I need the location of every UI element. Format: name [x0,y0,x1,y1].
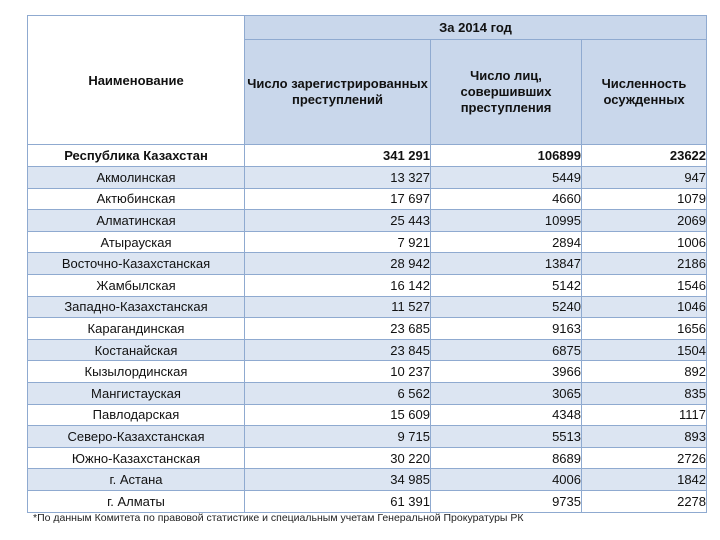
convicted-count: 2069 [582,210,707,232]
table-row [28,296,707,318]
convicted-count: 1504 [582,339,707,361]
persons-committed: 4006 [431,469,582,491]
registered-crimes: 23 845 [245,339,431,361]
table-row [28,318,707,340]
region-name: Жамбылская [28,274,245,296]
registered-crimes: 16 142 [245,274,431,296]
total-persons: 106899 [431,145,582,167]
persons-committed: 5142 [431,274,582,296]
table-row [28,404,707,426]
table-row-total [28,145,707,167]
region-name: Южно-Казахстанская [28,447,245,469]
region-name: Павлодарская [28,404,245,426]
convicted-count: 1546 [582,274,707,296]
region-name: г. Алматы [28,490,245,512]
total-convicted: 23622 [582,145,707,167]
convicted-count: 1656 [582,318,707,340]
region-name: Восточно-Казахстанская [28,253,245,275]
registered-crimes: 17 697 [245,188,431,210]
table-row [28,231,707,253]
table-row [28,361,707,383]
registered-crimes: 61 391 [245,490,431,512]
region-name: Алматинская [28,210,245,232]
convicted-count: 2726 [582,447,707,469]
convicted-count: 947 [582,167,707,189]
persons-committed: 8689 [431,447,582,469]
region-name: Акмолинская [28,167,245,189]
table-row [28,382,707,404]
column-header-registered: Число зарегистрированных преступлений [245,40,431,145]
region-name: Карагандинская [28,318,245,340]
footnote: *По данным Комитета по правовой статистике и специальным учетам Генеральной Прокуратуры РК [33,512,524,524]
column-header-year: За 2014 год [245,16,707,40]
table-row [28,167,707,189]
registered-crimes: 10 237 [245,361,431,383]
convicted-count: 835 [582,382,707,404]
persons-committed: 3966 [431,361,582,383]
crime-statistics-table [27,15,707,513]
convicted-count: 1842 [582,469,707,491]
region-name: Западно-Казахстанская [28,296,245,318]
registered-crimes: 23 685 [245,318,431,340]
persons-committed: 13847 [431,253,582,275]
registered-crimes: 9 715 [245,426,431,448]
persons-committed: 4348 [431,404,582,426]
column-header-name: Наименование [28,16,245,145]
table-row [28,469,707,491]
table-row [28,426,707,448]
registered-crimes: 28 942 [245,253,431,275]
table-row [28,210,707,232]
region-name: Кызылординская [28,361,245,383]
registered-crimes: 7 921 [245,231,431,253]
region-name: Мангистауская [28,382,245,404]
table-row [28,274,707,296]
persons-committed: 2894 [431,231,582,253]
region-name: Актюбинская [28,188,245,210]
total-registered: 341 291 [245,145,431,167]
registered-crimes: 11 527 [245,296,431,318]
convicted-count: 892 [582,361,707,383]
registered-crimes: 13 327 [245,167,431,189]
persons-committed: 3065 [431,382,582,404]
convicted-count: 1117 [582,404,707,426]
table-row [28,253,707,275]
persons-committed: 10995 [431,210,582,232]
region-name: Северо-Казахстанская [28,426,245,448]
persons-committed: 5240 [431,296,582,318]
region-name: Костанайская [28,339,245,361]
convicted-count: 893 [582,426,707,448]
table-row [28,188,707,210]
convicted-count: 1006 [582,231,707,253]
convicted-count: 1046 [582,296,707,318]
convicted-count: 2278 [582,490,707,512]
convicted-count: 1079 [582,188,707,210]
persons-committed: 4660 [431,188,582,210]
column-header-persons: Число лиц, совершивших преступления [431,40,582,145]
registered-crimes: 34 985 [245,469,431,491]
persons-committed: 9735 [431,490,582,512]
table-row [28,339,707,361]
region-name: г. Астана [28,469,245,491]
convicted-count: 2186 [582,253,707,275]
registered-crimes: 25 443 [245,210,431,232]
persons-committed: 5513 [431,426,582,448]
registered-crimes: 15 609 [245,404,431,426]
table-row [28,490,707,512]
registered-crimes: 30 220 [245,447,431,469]
total-name: Республика Казахстан [28,145,245,167]
table-row [28,447,707,469]
persons-committed: 6875 [431,339,582,361]
registered-crimes: 6 562 [245,382,431,404]
column-header-convicted: Численность осужденных [582,40,707,145]
persons-committed: 9163 [431,318,582,340]
region-name: Атырауская [28,231,245,253]
persons-committed: 5449 [431,167,582,189]
